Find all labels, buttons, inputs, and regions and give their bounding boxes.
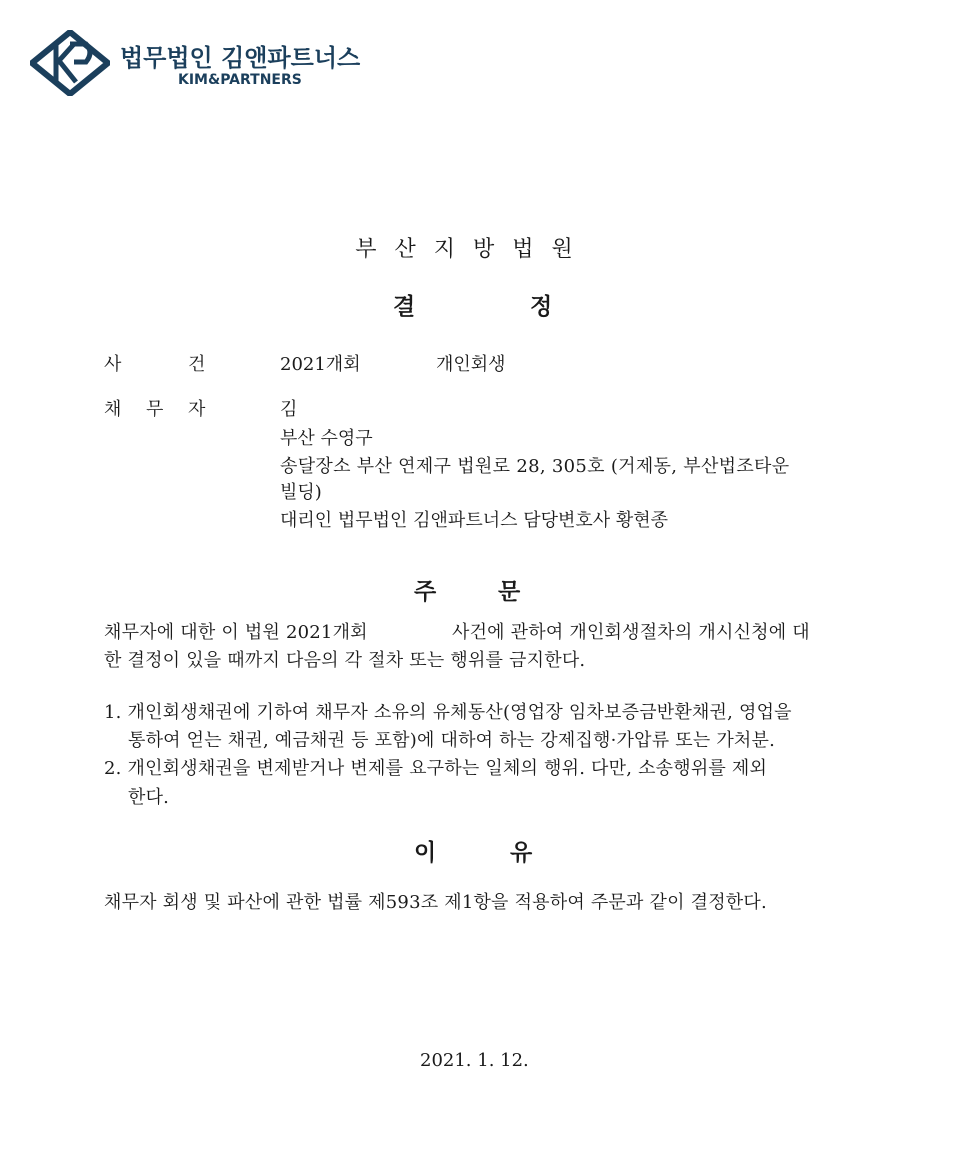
debtor-label-2: 무 <box>146 399 164 420</box>
debtor-label-3: 자 <box>188 399 206 420</box>
debtor-label-1: 채 <box>104 399 122 420</box>
order-intro-line-1a: 채무자에 대한 이 법원 2021개회 <box>104 622 368 643</box>
reason-heading-char-1: 이 <box>414 840 437 866</box>
service-address-line-1: 송달장소 부산 연제구 법원로 28, 305호 (거제동, 부산법조타운 <box>280 456 790 477</box>
firm-name-english: KIM&PARTNERS <box>178 72 302 88</box>
reason-text: 채무자 회생 및 파산에 관한 법률 제593조 제1항을 적용하여 주문과 같이 결정한다. <box>104 892 767 913</box>
debtor-name: 김 <box>280 399 298 420</box>
title-char-2: 정 <box>530 294 553 320</box>
debtor-address: 부산 수영구 <box>280 428 373 449</box>
firm-name-korean: 법무법인 김앤파트너스 <box>120 44 361 72</box>
title-char-1: 결 <box>393 294 416 320</box>
order-intro-line-1b: 사건에 관하여 개인회생절차의 개시신청에 대 <box>452 622 810 643</box>
order-intro-line-2: 한 결정이 있을 때까지 다음의 각 절차 또는 행위를 금지한다. <box>104 650 586 671</box>
order-item-2-line-2: 한다. <box>128 787 170 808</box>
order-heading-char-1: 주 <box>414 579 437 605</box>
order-item-2-line-1: 2. 개인회생채권을 변제받거나 변제를 요구하는 일체의 행위. 다만, 소송행위를 제외 <box>104 758 768 779</box>
case-number: 2021개회 <box>280 354 361 375</box>
court-name: 부산지방법원 <box>355 237 591 262</box>
reason-heading-char-2: 유 <box>510 840 533 866</box>
order-heading-char-2: 문 <box>498 579 521 605</box>
case-label-2: 건 <box>188 354 206 375</box>
firm-logo-icon <box>30 30 110 96</box>
service-address-line-2: 빌딩) <box>280 482 322 503</box>
decision-date: 2021. 1. 12. <box>420 1050 529 1071</box>
case-type: 개인회생 <box>436 354 506 375</box>
order-item-1-line-1: 1. 개인회생채권에 기하여 채무자 소유의 유체동산(영업장 임차보증금반환채권, 영업을 <box>104 702 792 723</box>
order-item-1-line-2: 통하여 얻는 채권, 예금채권 등 포함)에 대하여 하는 강제집행·가압류 또는 가처분. <box>128 730 776 751</box>
debtor-agent: 대리인 법무법인 김앤파트너스 담당변호사 황현종 <box>280 510 669 531</box>
case-label-1: 사 <box>104 354 122 375</box>
